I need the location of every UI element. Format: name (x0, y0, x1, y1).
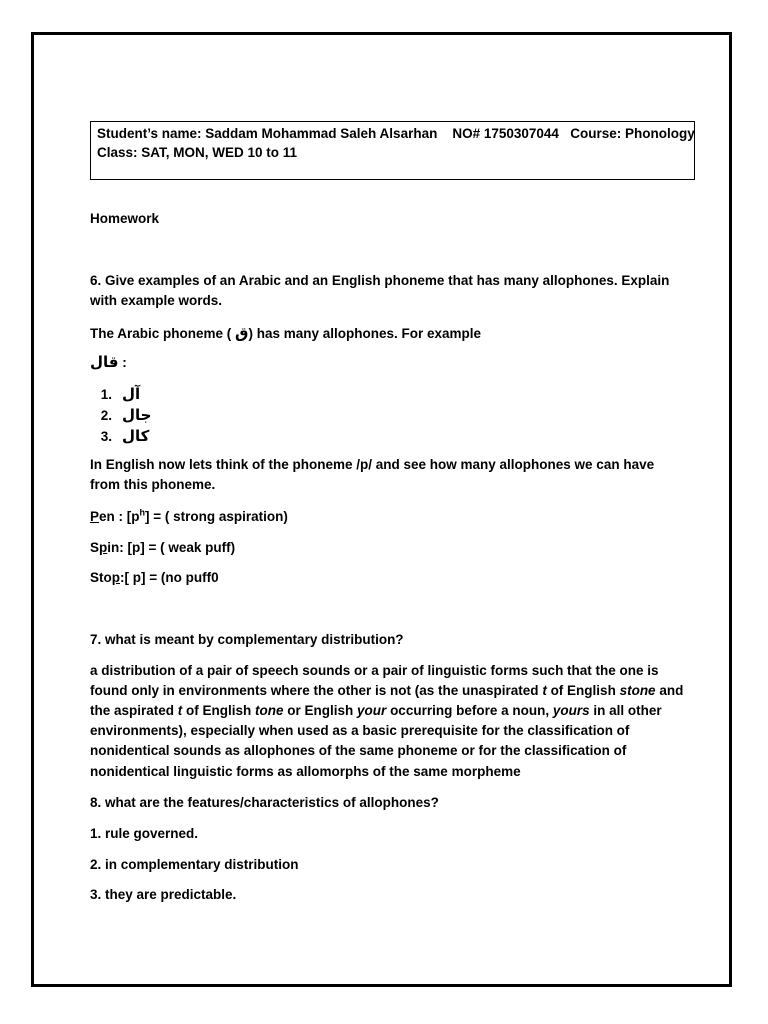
q7-answer-line (90, 762, 521, 782)
list-item (90, 405, 151, 426)
answer-text: found only in environments where the other is not (as the unaspirated (90, 683, 543, 698)
q8-item: 2. in complementary distribution (90, 857, 299, 872)
answer-text: nonidentical linguistic forms as allomorphs of the same morpheme (90, 764, 521, 779)
list-number: 3. (100, 429, 112, 444)
answer-text: the aspirated (90, 703, 178, 718)
example-colon: : (122, 355, 127, 370)
q6-arabic-intro (90, 323, 481, 344)
q7-answer-line (90, 721, 629, 741)
allophone-word: آل (122, 385, 141, 403)
homework-heading: Homework (90, 211, 160, 226)
example-word-qal: قال (90, 353, 119, 371)
q6-question-line-1: 6. Give examples of an Arabic and an English phoneme that has many allophones. Explain (90, 273, 670, 288)
student-info-box (90, 121, 695, 180)
stop-prefix: Sto (90, 570, 112, 585)
answer-italic: t (542, 683, 547, 698)
answer-text: or English (283, 703, 358, 718)
english-intro-line-2: from this phoneme. (90, 477, 216, 492)
q7-answer-line (90, 661, 659, 681)
answer-text: and (655, 683, 684, 698)
course-name: Course: Phonology (570, 126, 695, 141)
q7-answer-line (90, 741, 626, 761)
allophone-word: كال (122, 427, 150, 445)
student-name: Student’s name: Saddam Mohammad Saleh Alsarhan (97, 126, 438, 141)
spin-underlined: p (99, 540, 108, 555)
list-number: 1. (100, 387, 112, 402)
list-item (90, 426, 151, 447)
q7-answer-line (90, 681, 683, 701)
example-pen (90, 507, 288, 527)
arabic-intro-text-a: The Arabic phoneme ( (90, 326, 232, 341)
spin-prefix: S (90, 540, 100, 555)
aspiration-superscript: h (139, 507, 146, 518)
example-spin (90, 538, 235, 558)
answer-italic: yours (552, 703, 590, 718)
arabic-intro-text-b: ) has many allophones. For example (248, 326, 482, 341)
stop-description: :[ p] = (no puff0 (120, 570, 219, 585)
q6-example-word-line (90, 352, 127, 373)
answer-text: of English (546, 683, 620, 698)
student-number: NO# 1750307044 (452, 126, 559, 141)
english-intro-line-1: In English now lets think of the phoneme /p/ and see how many allophones we can have (90, 457, 655, 472)
pen-text: en : [p (99, 509, 140, 524)
answer-text: in all other (589, 703, 662, 718)
answer-text: environments), especially when used as a basic prerequisite for the classification of (90, 723, 630, 738)
allophone-word: جال (122, 406, 152, 424)
answer-text: occurring before a noun, (386, 703, 553, 718)
answer-italic: stone (619, 683, 656, 698)
q8-item: 3. they are predictable. (90, 887, 237, 902)
example-stop (90, 568, 219, 588)
answer-italic: t (177, 703, 183, 718)
q8-item: 1. rule governed. (90, 826, 199, 841)
answer-text: of English (182, 703, 256, 718)
q7-answer-line (90, 701, 662, 721)
student-info-line-1 (97, 124, 695, 143)
allophone-list (90, 384, 151, 447)
q6-question-line-2: with example words. (90, 293, 223, 308)
class-schedule: Class: SAT, MON, WED 10 to 11 (97, 145, 298, 160)
list-item (90, 384, 151, 405)
q8-question: 8. what are the features/characteristics of allophones? (90, 795, 439, 810)
arabic-phoneme-qaf: ق (235, 324, 249, 342)
stop-underlined: p (111, 570, 120, 585)
list-number: 2. (100, 408, 112, 423)
answer-italic: your (357, 703, 387, 718)
pen-underlined: P (90, 509, 100, 524)
answer-italic: tone (255, 703, 284, 718)
q7-question: 7. what is meant by complementary distribution? (90, 632, 404, 647)
answer-text: a distribution of a pair of speech sounds or a pair of linguistic forms such that the one is (90, 663, 659, 678)
spin-description: in: [p] = ( weak puff) (107, 540, 236, 555)
answer-text: nonidentical sounds as allophones of the same phoneme or for the classification of (90, 743, 627, 758)
pen-description: ] = ( strong aspiration) (145, 509, 288, 524)
